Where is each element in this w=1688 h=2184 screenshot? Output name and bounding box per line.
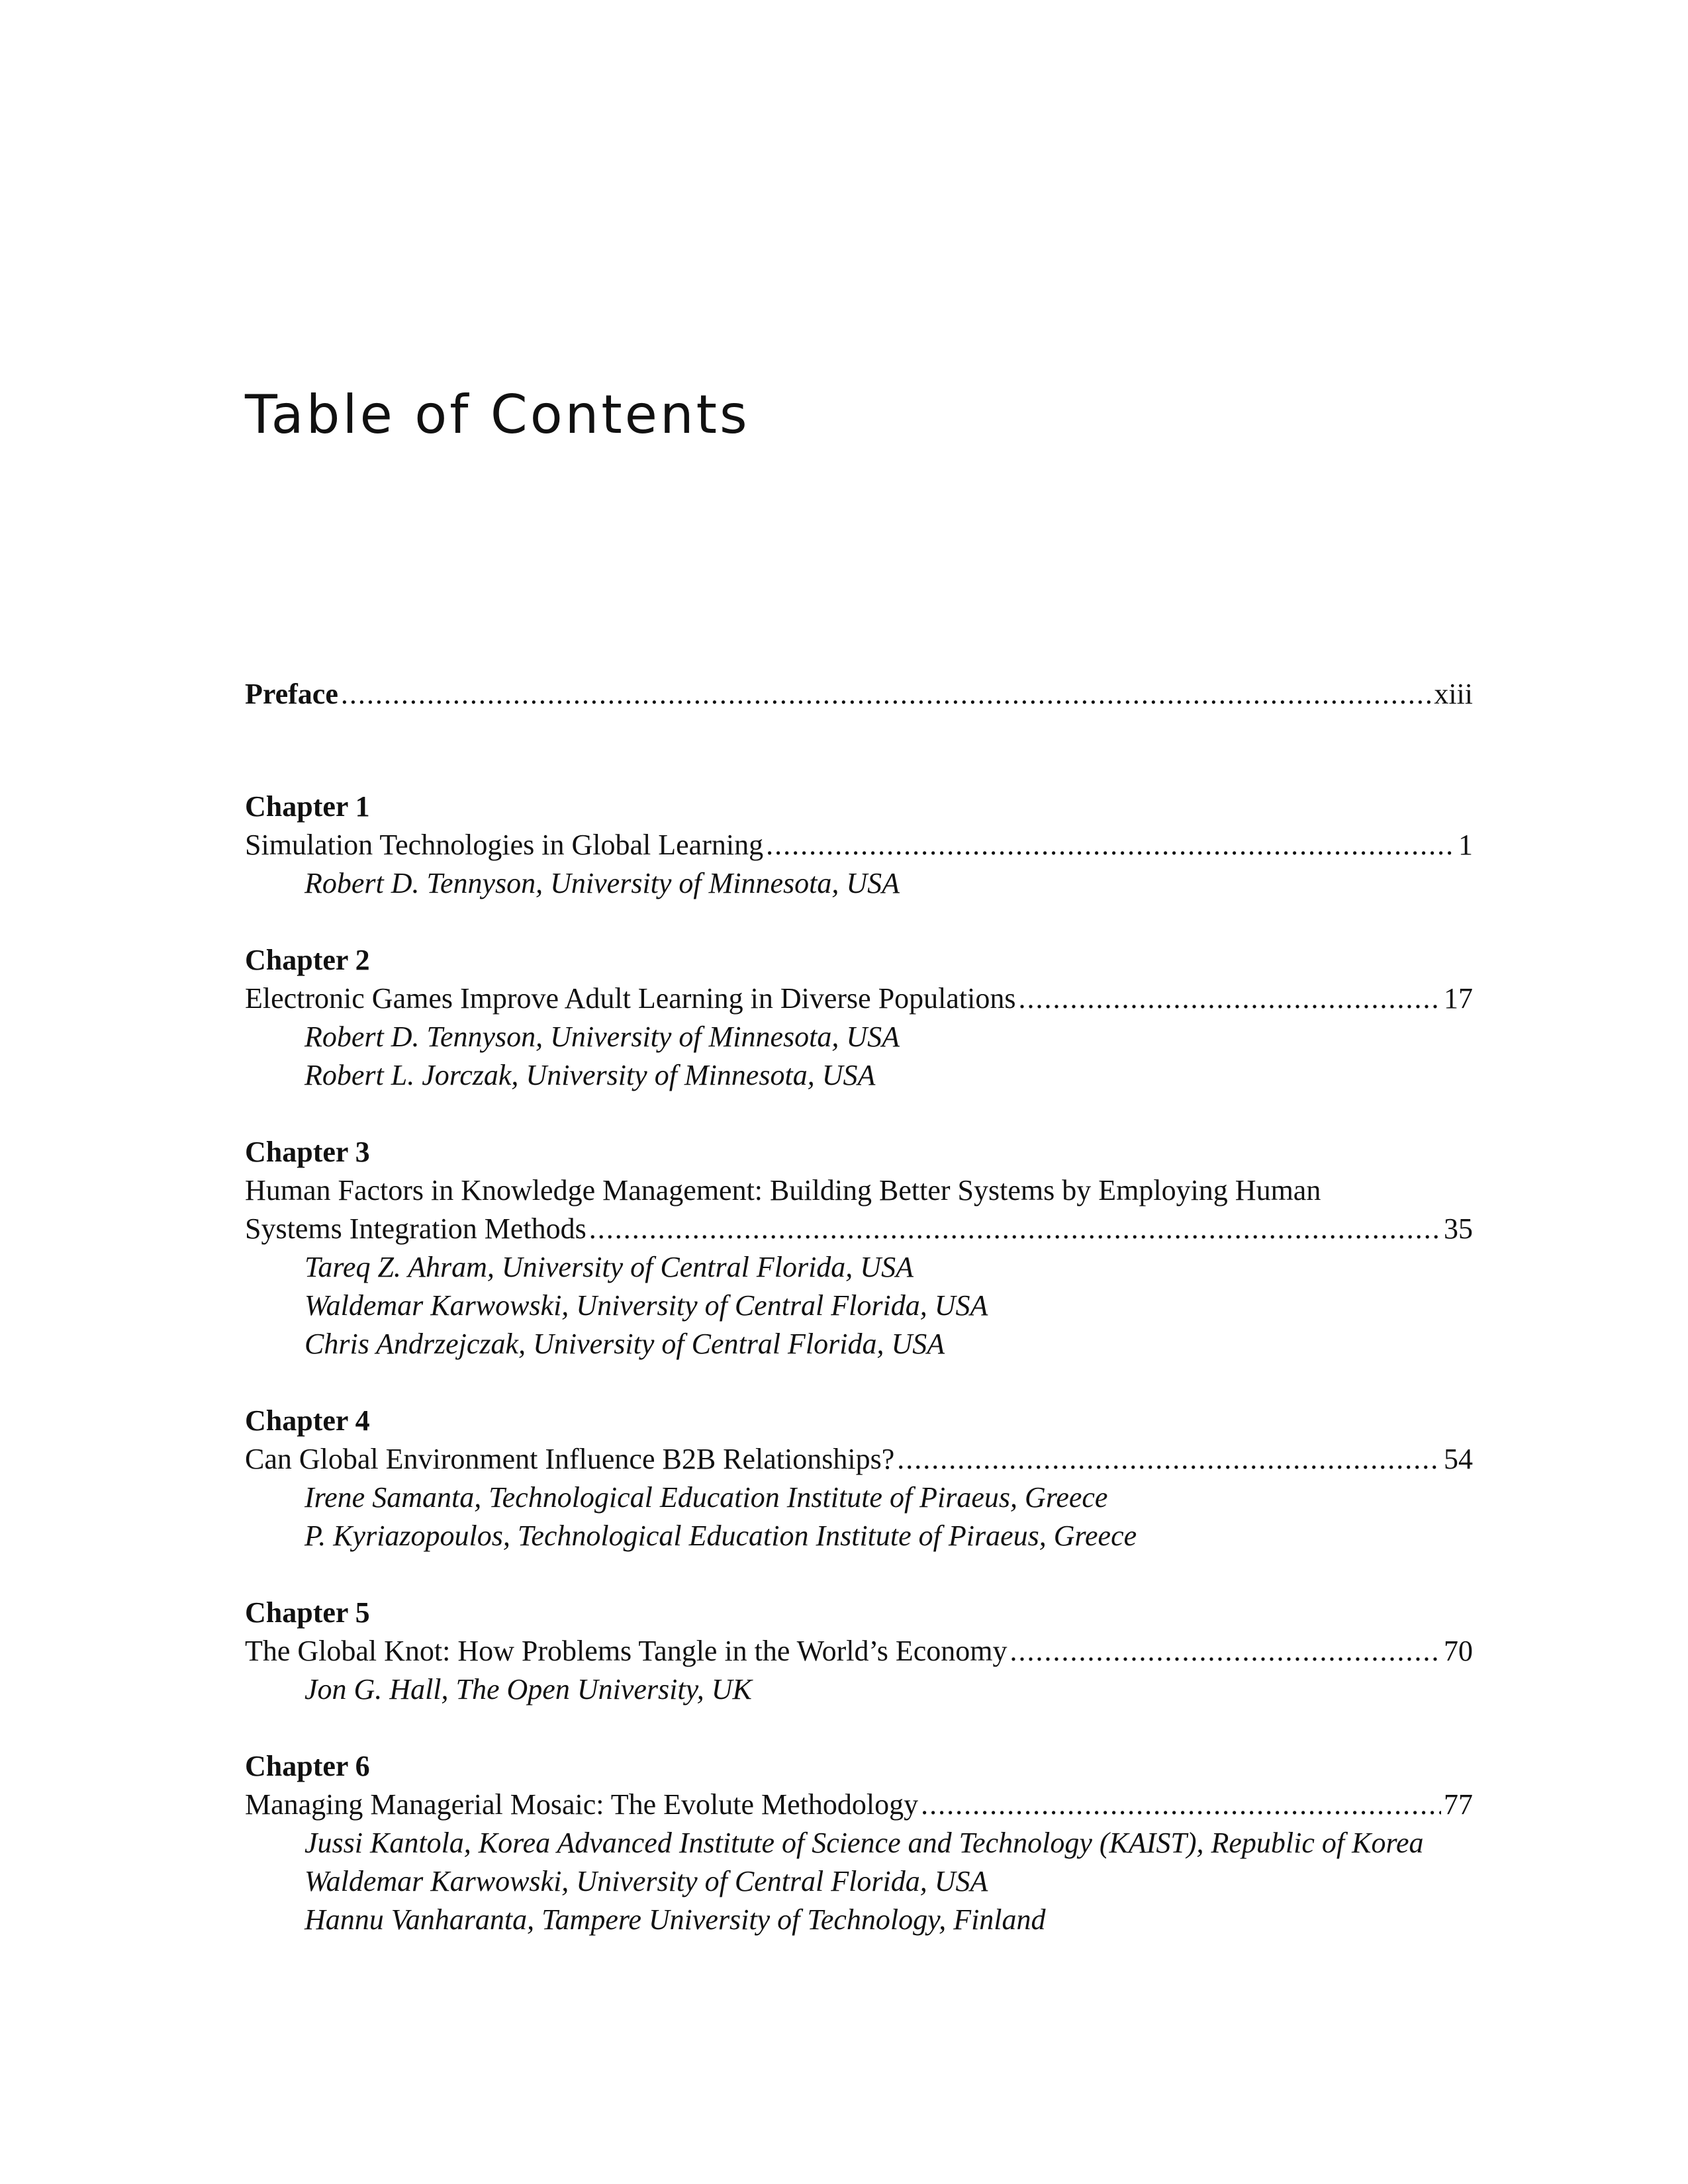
toc-chapter-5 bbox=[245, 1594, 1473, 1709]
chapter-heading: Chapter 3 bbox=[245, 1136, 370, 1168]
chapter-author: P. Kyriazopoulos, Technological Education Institute of Piraeus, Greece bbox=[305, 1520, 1137, 1552]
chapter-heading: Chapter 1 bbox=[245, 790, 370, 823]
dot-leader bbox=[341, 675, 1431, 713]
chapter-page-number: 17 bbox=[1444, 982, 1473, 1015]
chapter-author: Irene Samanta, Technological Education Institute of Piraeus, Greece bbox=[305, 1481, 1108, 1514]
toc-preface bbox=[245, 675, 1473, 713]
chapter-title: Systems Integration Methods bbox=[245, 1212, 586, 1245]
chapter-title-entry[interactable] bbox=[245, 979, 1473, 1018]
toc-chapter-3 bbox=[245, 1133, 1473, 1363]
dot-leader bbox=[1019, 979, 1442, 1018]
dot-leader bbox=[921, 1786, 1441, 1824]
preface-page-number: xiii bbox=[1434, 678, 1473, 710]
preface-label: Preface bbox=[245, 678, 338, 710]
chapter-title: The Global Knot: How Problems Tangle in the World’s Economy bbox=[245, 1635, 1008, 1667]
chapter-page-number: 77 bbox=[1444, 1788, 1473, 1821]
chapter-page-number: 70 bbox=[1444, 1635, 1473, 1667]
dot-leader bbox=[589, 1210, 1441, 1248]
chapter-author: Tareq Z. Ahram, University of Central Florida, USA bbox=[305, 1251, 914, 1283]
chapter-author: Waldemar Karwowski, University of Central Florida, USA bbox=[305, 1865, 988, 1897]
chapter-author: Waldemar Karwowski, University of Central Florida, USA bbox=[305, 1289, 988, 1322]
toc-preface-line[interactable] bbox=[245, 675, 1473, 713]
chapter-title-entry[interactable] bbox=[245, 1210, 1473, 1248]
chapter-author: Jussi Kantola, Korea Advanced Institute of Science and Technology (KAIST), Republic of Korea bbox=[305, 1827, 1424, 1859]
toc-chapter-1 bbox=[245, 788, 1473, 903]
chapter-heading: Chapter 4 bbox=[245, 1404, 370, 1437]
chapter-author: Jon G. Hall, The Open University, UK bbox=[305, 1673, 752, 1706]
chapter-author: Robert L. Jorczak, University of Minnesota, USA bbox=[305, 1059, 876, 1091]
chapter-heading: Chapter 2 bbox=[245, 944, 370, 976]
chapter-title: Electronic Games Improve Adult Learning in Diverse Populations bbox=[245, 982, 1016, 1015]
chapter-page-number: 54 bbox=[1444, 1443, 1473, 1475]
toc-chapter-4 bbox=[245, 1402, 1473, 1555]
chapter-author: Robert D. Tennyson, University of Minnesota, USA bbox=[305, 867, 900, 899]
page-title: Table of Contents bbox=[245, 384, 750, 445]
dot-leader bbox=[766, 826, 1456, 864]
toc-chapter-2 bbox=[245, 941, 1473, 1095]
chapter-heading: Chapter 5 bbox=[245, 1596, 370, 1629]
chapter-title-entry[interactable] bbox=[245, 1632, 1473, 1670]
toc-list bbox=[245, 675, 1473, 1978]
chapter-author: Robert D. Tennyson, University of Minnesota, USA bbox=[305, 1021, 900, 1053]
chapter-title-line[interactable]: Human Factors in Knowledge Management: Building Better Systems by Employing Human bbox=[245, 1174, 1321, 1206]
dot-leader bbox=[1010, 1632, 1442, 1670]
chapter-page-number: 35 bbox=[1444, 1212, 1473, 1245]
chapter-title-entry[interactable] bbox=[245, 1440, 1473, 1479]
chapter-page-number: 1 bbox=[1458, 829, 1473, 861]
chapter-title: Can Global Environment Influence B2B Relationships? bbox=[245, 1443, 895, 1475]
chapter-title-entry[interactable] bbox=[245, 826, 1473, 864]
toc-chapter-6 bbox=[245, 1747, 1473, 1939]
dot-leader bbox=[897, 1440, 1441, 1479]
chapter-author: Chris Andrzejczak, University of Central Florida, USA bbox=[305, 1328, 945, 1360]
chapter-title: Managing Managerial Mosaic: The Evolute Methodology bbox=[245, 1788, 919, 1821]
chapter-author: Hannu Vanharanta, Tampere University of Technology, Finland bbox=[305, 1903, 1046, 1936]
toc-chapters bbox=[245, 788, 1473, 1939]
chapter-heading: Chapter 6 bbox=[245, 1750, 370, 1782]
chapter-title-entry[interactable] bbox=[245, 1786, 1473, 1824]
chapter-title: Simulation Technologies in Global Learning bbox=[245, 829, 764, 861]
